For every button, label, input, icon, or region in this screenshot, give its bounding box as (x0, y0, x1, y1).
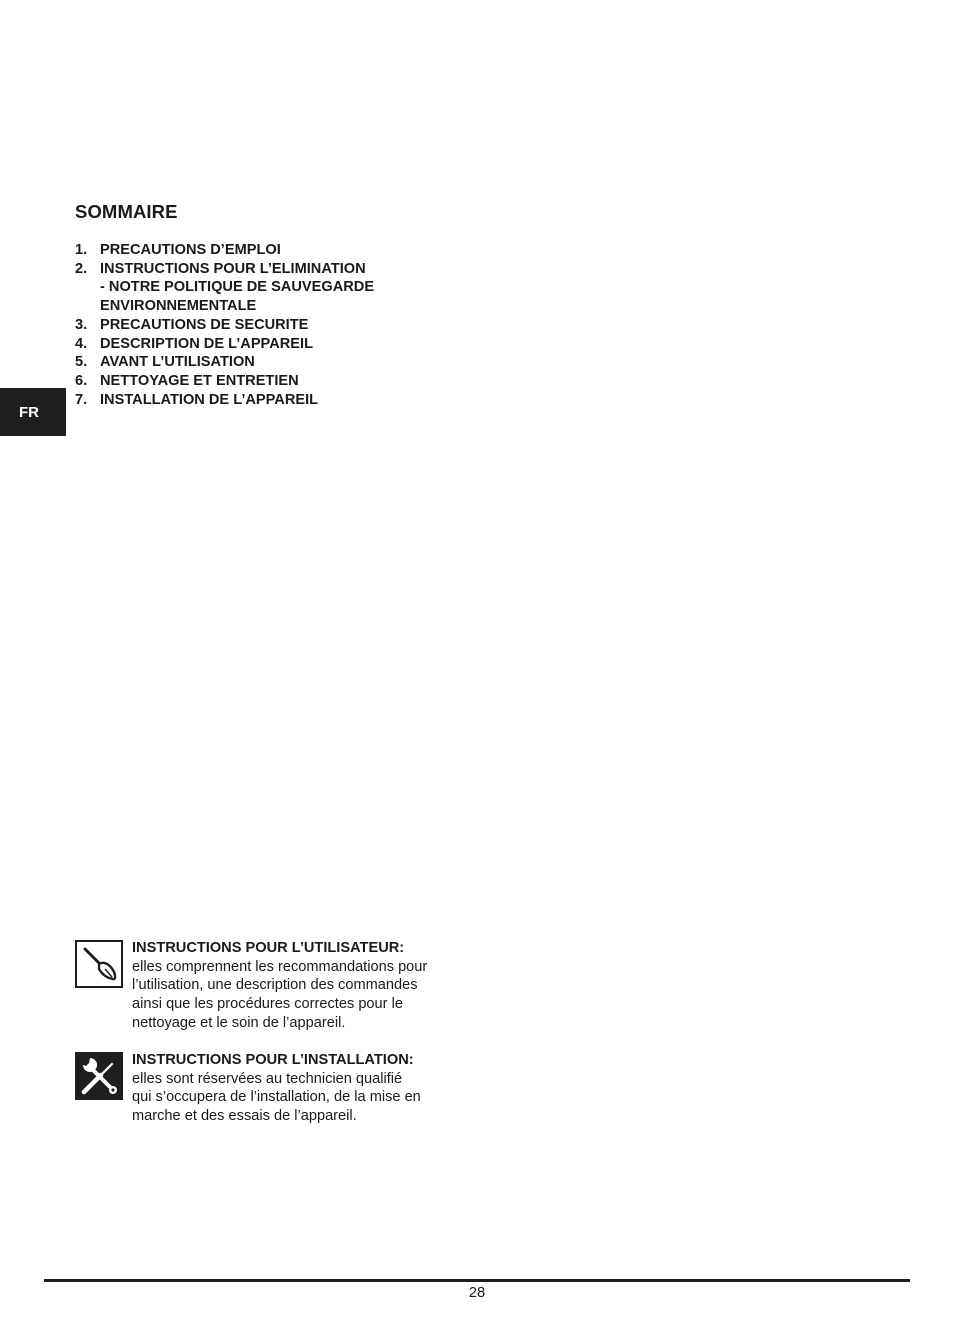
toc-item-2-continuation: - NOTRE POLITIQUE DE SAUVEGARDE (100, 279, 375, 296)
user-instructions-line: elles comprennent les recommandations pour (132, 958, 428, 975)
installation-instructions-line: qui s’occupera de l’installation, de la mise en (132, 1089, 421, 1106)
toc-item-number: 2. (75, 260, 88, 277)
toc-item-label: INSTRUCTIONS POUR L’ELIMINATION (100, 260, 366, 277)
page-title: SOMMAIRE (75, 201, 178, 222)
toc-item-number: 6. (75, 372, 88, 389)
toc-item-number: 3. (75, 316, 88, 333)
toc-item-label: AVANT L’UTILISATION (100, 354, 255, 371)
toc-item-label: INSTALLATION DE L’APPAREIL (100, 391, 319, 408)
user-instructions-line: nettoyage et le soin de l’appareil. (132, 1014, 346, 1031)
toc-item-7 (75, 391, 495, 410)
installation-instructions-text (132, 1051, 421, 1126)
toc-item-3 (75, 316, 495, 335)
user-instructions-heading: INSTRUCTIONS POUR L’UTILISATEUR: (132, 940, 405, 956)
toc-item-label: PRECAUTIONS D’EMPLOI (100, 242, 281, 258)
footer-divider (44, 1279, 910, 1282)
toc-item-4 (75, 335, 495, 354)
toc-item-6 (75, 372, 495, 391)
installation-instructions-line: marche et des essais de l’appareil. (132, 1108, 357, 1125)
language-tab (0, 388, 66, 436)
language-tab-label: FR (19, 403, 39, 421)
tools-icon (75, 1052, 123, 1100)
user-instructions-line: l’utilisation, une description des commandes (132, 977, 418, 994)
installation-instructions-heading: INSTRUCTIONS POUR L’INSTALLATION: (132, 1052, 414, 1068)
page-number: 28 (468, 1285, 486, 1301)
toc-item-2-continuation: ENVIRONNEMENTALE (100, 298, 257, 315)
user-instructions-text (132, 939, 427, 1033)
toc-item-number: 7. (75, 391, 88, 408)
toc-item-1 (75, 241, 495, 260)
toc-item-label: NETTOYAGE ET ENTRETIEN (100, 372, 299, 389)
brush-icon (75, 940, 123, 988)
toc-item-number: 1. (75, 242, 88, 258)
toc-item-number: 5. (75, 354, 88, 371)
toc-item-5 (75, 353, 495, 372)
toc-item-2 (75, 260, 495, 279)
user-instructions-line: ainsi que les procédures correctes pour le (132, 996, 403, 1013)
toc-item-label: PRECAUTIONS DE SECURITE (100, 316, 309, 333)
toc-item-number: 4. (75, 335, 88, 352)
toc-item-label: DESCRIPTION DE L’APPAREIL (100, 335, 313, 352)
installation-instructions-line: elles sont réservées au technicien qualifié (132, 1070, 403, 1087)
user-instructions-block (75, 939, 455, 1033)
installation-instructions-block (75, 1051, 455, 1126)
table-of-contents (75, 241, 495, 409)
